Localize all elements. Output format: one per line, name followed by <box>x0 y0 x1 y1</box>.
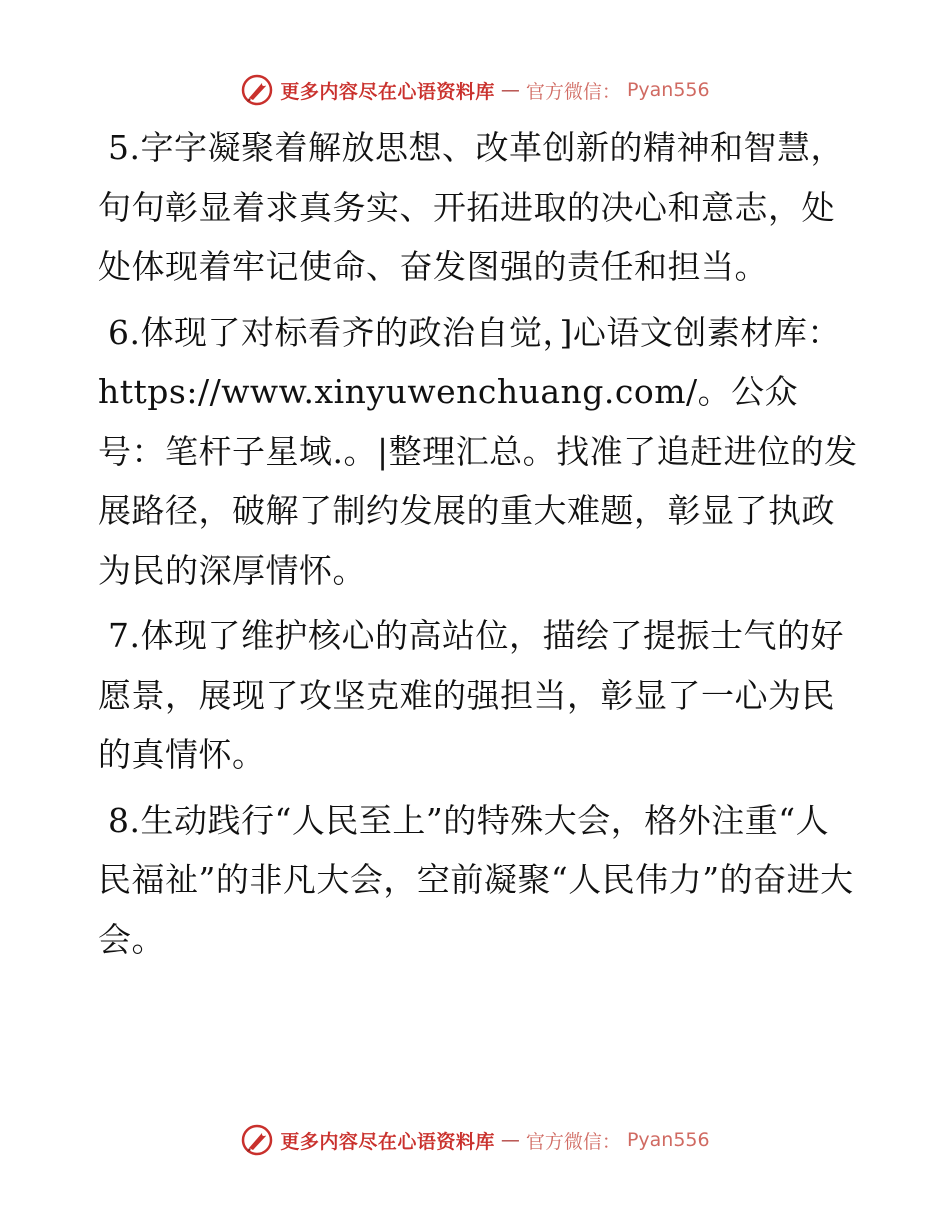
header-separator: — <box>500 79 520 101</box>
footer-banner <box>0 1120 950 1160</box>
header-banner-text: 更多内容尽在心语资料库 <box>280 80 495 103</box>
paragraph-8: 8.生动践行“人民至上”的特殊大会，格外注重“人民福祉”的非凡大会，空前凝聚“人民伟力”的奋进大会。 <box>98 800 854 959</box>
footer-wechat-id: Pyan556 <box>626 1129 710 1151</box>
header-banner <box>0 70 950 110</box>
paragraph-5: 5.字字凝聚着解放思想、改革创新的精神和智慧，句句彰显着求真务实、开拓进取的决心和意志，处处体现着牢记使命、奋发图强的责任和担当。 <box>98 128 844 286</box>
footer-wechat-label: 官方微信： <box>525 1130 621 1153</box>
pen-logo-icon <box>240 73 274 107</box>
footer-separator: — <box>500 1129 520 1151</box>
paragraph-6: 6.体现了对标看齐的政治自觉，]心语文创素材库：https://www.xinyuwenchuang.com/。公众号：笔杆子星域.。|整理汇总。找准了追赶进位的发展路径，破解了制约发展的重大难题，彰显了执政为民的深厚情怀。 <box>98 312 858 590</box>
footer-banner-text: 更多内容尽在心语资料库 <box>280 1130 495 1153</box>
header-wechat-id: Pyan556 <box>626 79 710 101</box>
paragraph-7: 7.体现了维护核心的高站位，描绘了提振士气的好愿景，展现了攻坚克难的强担当，彰显了一心为民的真情怀。 <box>98 616 844 774</box>
document-body <box>98 118 858 975</box>
header-wechat-label: 官方微信： <box>525 80 621 103</box>
pen-logo-icon <box>240 1123 274 1157</box>
